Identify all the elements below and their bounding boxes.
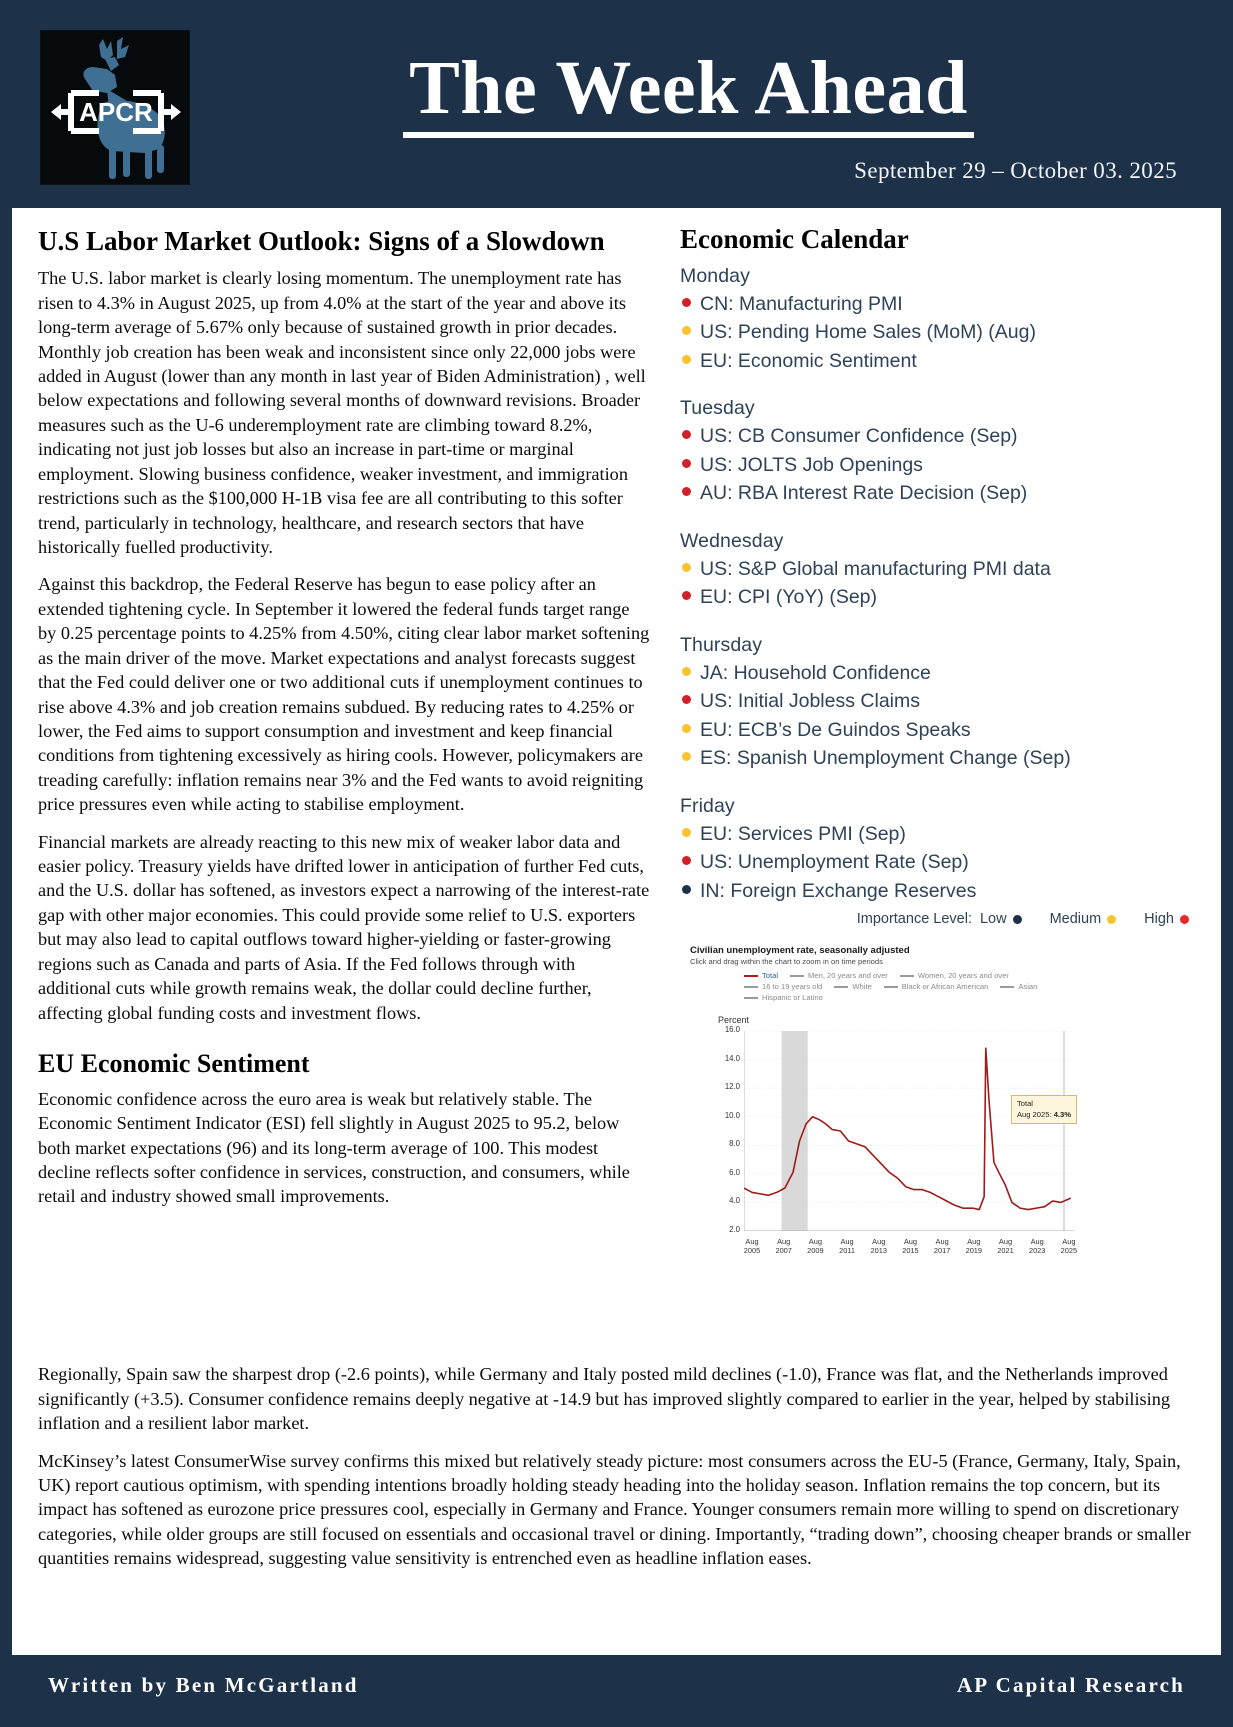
calendar-event-label: EU: ECB’s De Guindos Speaks	[700, 718, 971, 741]
importance-dot-medium	[682, 667, 691, 676]
calendar-event-item[interactable]	[682, 479, 1199, 507]
chart-y-tick: 8.0	[729, 1139, 740, 1149]
calendar-event-label: US: S&P Global manufacturing PMI data	[700, 557, 1051, 580]
chart-legend	[682, 970, 1087, 1003]
importance-dot-high	[682, 459, 691, 468]
content-columns	[12, 208, 1221, 1364]
chart-x-tick-labels	[738, 1237, 1083, 1256]
chart-x-tick: Aug 2009	[807, 1237, 824, 1256]
calendar-event-item[interactable]	[682, 290, 1199, 318]
importance-legend	[676, 911, 1189, 927]
legend-dot-medium	[1107, 915, 1116, 924]
calendar-event-list	[682, 290, 1199, 375]
calendar-event-item[interactable]	[682, 687, 1199, 715]
legend-item-high-label: High	[1144, 911, 1174, 928]
chart-x-tick: Aug 2007	[775, 1237, 792, 1256]
chart-x-tick: Aug 2019	[965, 1237, 983, 1256]
importance-dot-medium	[682, 355, 691, 364]
chart-subtitle: Click and drag within the chart to zoom in on time periods	[690, 957, 883, 967]
calendar-event-label: EU: CPI (YoY) (Sep)	[700, 586, 878, 609]
calendar-event-item[interactable]	[682, 659, 1199, 687]
calendar-event-item[interactable]	[682, 583, 1199, 611]
chart-title: Civilian unemployment rate, seasonally adjusted	[690, 945, 910, 957]
logo-wordmark: APCR	[79, 97, 153, 127]
importance-dot-high	[682, 298, 691, 307]
calendar-day-name: Thursday	[680, 633, 763, 656]
chart-legend-item: Men, 20 years and over	[790, 970, 888, 981]
chart-plot-area[interactable]	[744, 1031, 1074, 1231]
chart-y-tick: 16.0	[724, 1025, 740, 1035]
calendar-event-label: EU: Services PMI (Sep)	[700, 822, 906, 845]
chart-y-tick: 2.0	[729, 1225, 740, 1235]
chart-x-tick: Aug 2023	[1028, 1237, 1046, 1256]
chart-x-tick: Aug 2005	[743, 1237, 761, 1256]
wide-text-block	[12, 1362, 1221, 1570]
calendar-event-list	[682, 555, 1199, 612]
calendar-event-label: CN: Manufacturing PMI	[700, 293, 903, 315]
importance-dot-high	[682, 856, 691, 865]
calendar-event-label: JA: Household Confidence	[700, 661, 931, 684]
article-headline: U.S Labor Market Outlook: Signs of a Slowdown	[38, 226, 605, 256]
legend-item-medium-label: Medium	[1049, 911, 1102, 928]
calendar-day-name: Tuesday	[680, 397, 755, 420]
legend-item-low-label: Low	[979, 911, 1007, 928]
chart-legend-item: Total	[744, 970, 778, 981]
footer-brand: AP Capital Research	[956, 1672, 1185, 1697]
calendar-day-name: Wednesday	[680, 529, 784, 552]
article-paragraph: Financial markets are already reacting to this new mix of weaker labor data and easier policy. Treasury yields have drifted lower in anticipation of further Fed cuts, and the U.S. dollar has softened, as investors expect a narrowing of the interest-rate gap with other major economies. This could provide some relief to U.S. exporters but may also lead to capital outflows toward higher-yielding or faster-growing regions such as Canada and parts of Asia. If the Fed follows through with additional cuts while growth remains weak, the dollar could decline further, affecting global funding costs and investment flows.	[38, 831, 650, 1023]
publication-title: The Week Ahead	[403, 50, 974, 138]
importance-dot-medium	[682, 828, 691, 837]
calendar-days	[676, 265, 1199, 905]
eu-regional-paragraph: Regionally, Spain saw the sharpest drop (-2.6 points), while Germany and Italy posted mild declines (-1.0), France was flat, and the Netherlands improved significantly (+3.5). Consumer confidence remains deeply negative at -14.9 but has improved slightly compared to earlier in the year, helped by stabilising inflation and a resilient labor market.	[38, 1364, 1171, 1434]
chart-x-tick: Aug 2011	[839, 1237, 856, 1256]
tooltip-period: Aug 2025:	[1016, 1109, 1052, 1119]
calendar-day-name: Friday	[680, 794, 735, 817]
calendar-day-group	[676, 530, 1199, 612]
importance-dot-medium	[682, 563, 691, 572]
chart-data-tooltip	[1011, 1095, 1077, 1124]
chart-x-tick: Aug 2017	[933, 1237, 951, 1256]
unemployment-rate-chart[interactable]	[682, 945, 1087, 1280]
calendar-event-list	[682, 820, 1199, 905]
calendar-event-label: ES: Spanish Unemployment Change (Sep)	[700, 747, 1071, 770]
calendar-event-item[interactable]	[682, 716, 1199, 744]
calendar-day-group	[676, 634, 1199, 773]
calendar-event-label: AU: RBA Interest Rate Decision (Sep)	[700, 482, 1028, 505]
apcr-logo	[40, 30, 190, 185]
calendar-event-label: US: Pending Home Sales (MoM) (Aug)	[700, 321, 1036, 344]
chart-legend-item: 16 to 19 years old	[744, 981, 822, 992]
calendar-event-item[interactable]	[682, 422, 1199, 450]
calendar-event-list	[682, 422, 1199, 507]
chart-y-tick: 14.0	[724, 1053, 740, 1063]
eu-intro-paragraph: Economic confidence across the euro area is weak but relatively stable. The Economic Sentiment Indicator (ESI) fell slightly in August 2025 to 95.2, below both market expectations (96) and its long-term average of 100. This modest decline reflects softer confidence in services, construction, and consumers, while retail and industry showed small improvements.	[38, 1088, 630, 1207]
calendar-event-label: IN: Foreign Exchange Reserves	[700, 879, 977, 902]
calendar-event-label: US: Unemployment Rate (Sep)	[700, 851, 969, 874]
calendar-event-item[interactable]	[682, 877, 1199, 905]
calendar-day-group	[676, 795, 1199, 905]
tooltip-value: 4.3%	[1053, 1109, 1071, 1119]
article-paragraph: Against this backdrop, the Federal Reserve has begun to ease policy after an extended tightening cycle. In September it lowered the federal funds target range by 0.25 percentage points to 4.25% from 4.50%, citing clear labor market softening as the main driver of the move. Market expectations and analyst forecasts suggest that the Fed could deliver one or two additional cuts if unemployment continues to rise above 4.3% and job creation remains subdued. By reducing rates to 4.25% or lower, the Fed aims to support consumption and investment and keep financial conditions from tightening excessively as hiring cools. However, policymakers are treading carefully: inflation remains near 3% and the Fed wants to avoid reigniting price pressures even while acting to stabilise employment.	[38, 574, 650, 815]
importance-dot-high	[682, 591, 691, 600]
calendar-event-item[interactable]	[682, 555, 1199, 583]
masthead	[12, 12, 1221, 208]
issue-date-range: September 29 – October 03. 2025	[854, 157, 1177, 183]
page-footer	[12, 1655, 1221, 1715]
chart-x-tick: Aug 2013	[870, 1237, 887, 1256]
importance-dot-low	[682, 885, 691, 894]
legend-dot-high	[1180, 915, 1189, 924]
importance-dot-medium	[682, 326, 691, 335]
chart-legend-item: White	[834, 981, 871, 992]
article-paragraph: The U.S. labor market is clearly losing momentum. The unemployment rate has risen to 4.3% in August 2025, up from 4.0% at the start of the year and above its long-term average of 5.67% only because of sustained growth in prior decades. Monthly job creation has been weak and inconsistent since only 22,000 jobs were added in August (lower than any month in last year of Biden Administration) , well below expectations and following several months of downward revisions. Broader measures such as the U-6 underemployment rate are climbing toward 8.2%, indicating not just job losses but also an increase in part-time or marginal employment. Slowing business confidence, weaker investment, and immigration restrictions such as the $100,000 H-1B visa fee are all contributing to this softer trend, particularly in technology, healthcare, and research sectors that have historically fuelled productivity.	[38, 268, 646, 557]
masthead-text	[190, 30, 1187, 184]
chart-y-axis-label: Percent	[718, 1015, 750, 1026]
chart-legend-item: Women, 20 years and over	[900, 970, 1009, 981]
chart-y-tick-labels	[706, 1025, 740, 1235]
calendar-event-label: EU: Economic Sentiment	[700, 349, 917, 372]
importance-dot-medium	[682, 752, 691, 761]
calendar-day-group	[676, 397, 1199, 507]
calendar-day-group	[676, 265, 1199, 375]
legend-label: Importance Level:	[856, 911, 972, 928]
footer-author: Written by Ben McGartland	[48, 1672, 359, 1697]
tooltip-series-name: Total	[1016, 1099, 1033, 1109]
right-column	[666, 222, 1199, 1364]
chart-x-tick: Aug 2015	[902, 1237, 919, 1256]
chart-x-tick: Aug 2021	[997, 1237, 1014, 1256]
calendar-event-item[interactable]	[682, 820, 1199, 848]
calendar-event-list	[682, 659, 1199, 773]
calendar-event-item[interactable]	[682, 451, 1199, 479]
document-sheet	[12, 12, 1221, 1715]
calendar-event-item[interactable]	[682, 848, 1199, 876]
calendar-event-label: US: JOLTS Job Openings	[700, 453, 923, 476]
deer-logo-icon	[41, 31, 190, 185]
calendar-title: Economic Calendar	[680, 224, 909, 254]
importance-dot-high	[682, 695, 691, 704]
legend-dot-low	[1013, 915, 1022, 924]
chart-legend-item: Hispanic or Latino	[744, 992, 823, 1003]
calendar-event-label: US: Initial Jobless Claims	[700, 690, 920, 713]
chart-legend-item: Black or African American	[884, 981, 989, 992]
chart-y-tick: 10.0	[724, 1110, 740, 1120]
importance-dot-high	[682, 430, 691, 439]
chart-y-tick: 12.0	[724, 1082, 740, 1092]
calendar-day-name: Monday	[680, 265, 750, 287]
chart-y-tick: 4.0	[729, 1196, 740, 1206]
calendar-event-item[interactable]	[682, 347, 1199, 375]
chart-series-svg	[744, 1031, 1074, 1231]
left-column	[38, 222, 666, 1364]
calendar-event-label: US: CB Consumer Confidence (Sep)	[700, 425, 1018, 448]
chart-y-tick: 6.0	[729, 1167, 740, 1177]
chart-legend-item: Asian	[1000, 981, 1037, 992]
calendar-event-item[interactable]	[682, 318, 1199, 346]
importance-dot-high	[682, 487, 691, 496]
calendar-event-item[interactable]	[682, 744, 1199, 772]
chart-x-tick: Aug 2025	[1060, 1237, 1078, 1256]
importance-dot-medium	[682, 724, 691, 733]
mckinsey-paragraph: McKinsey’s latest ConsumerWise survey confirms this mixed but relatively steady picture: most consumers across the EU-5 (France, Germany, Italy, Spain, UK) report cautious optimism, with spending intentions broadly holding steady heading into the holiday season. Inflation remains the top concern, but its impact has softened as eurozone price pressures cool, especially in Germany and France. Younger consumers remain more willing to spend on discretionary categories, while older groups are still focused on essentials and occasional travel or dining. Importantly, “trading down”, choosing cheaper brands or smaller quantities remains widespread, suggesting value sensitivity is entrenched even as headline inflation eases.	[38, 1450, 1191, 1569]
eu-section-headline: EU Economic Sentiment	[38, 1048, 310, 1078]
